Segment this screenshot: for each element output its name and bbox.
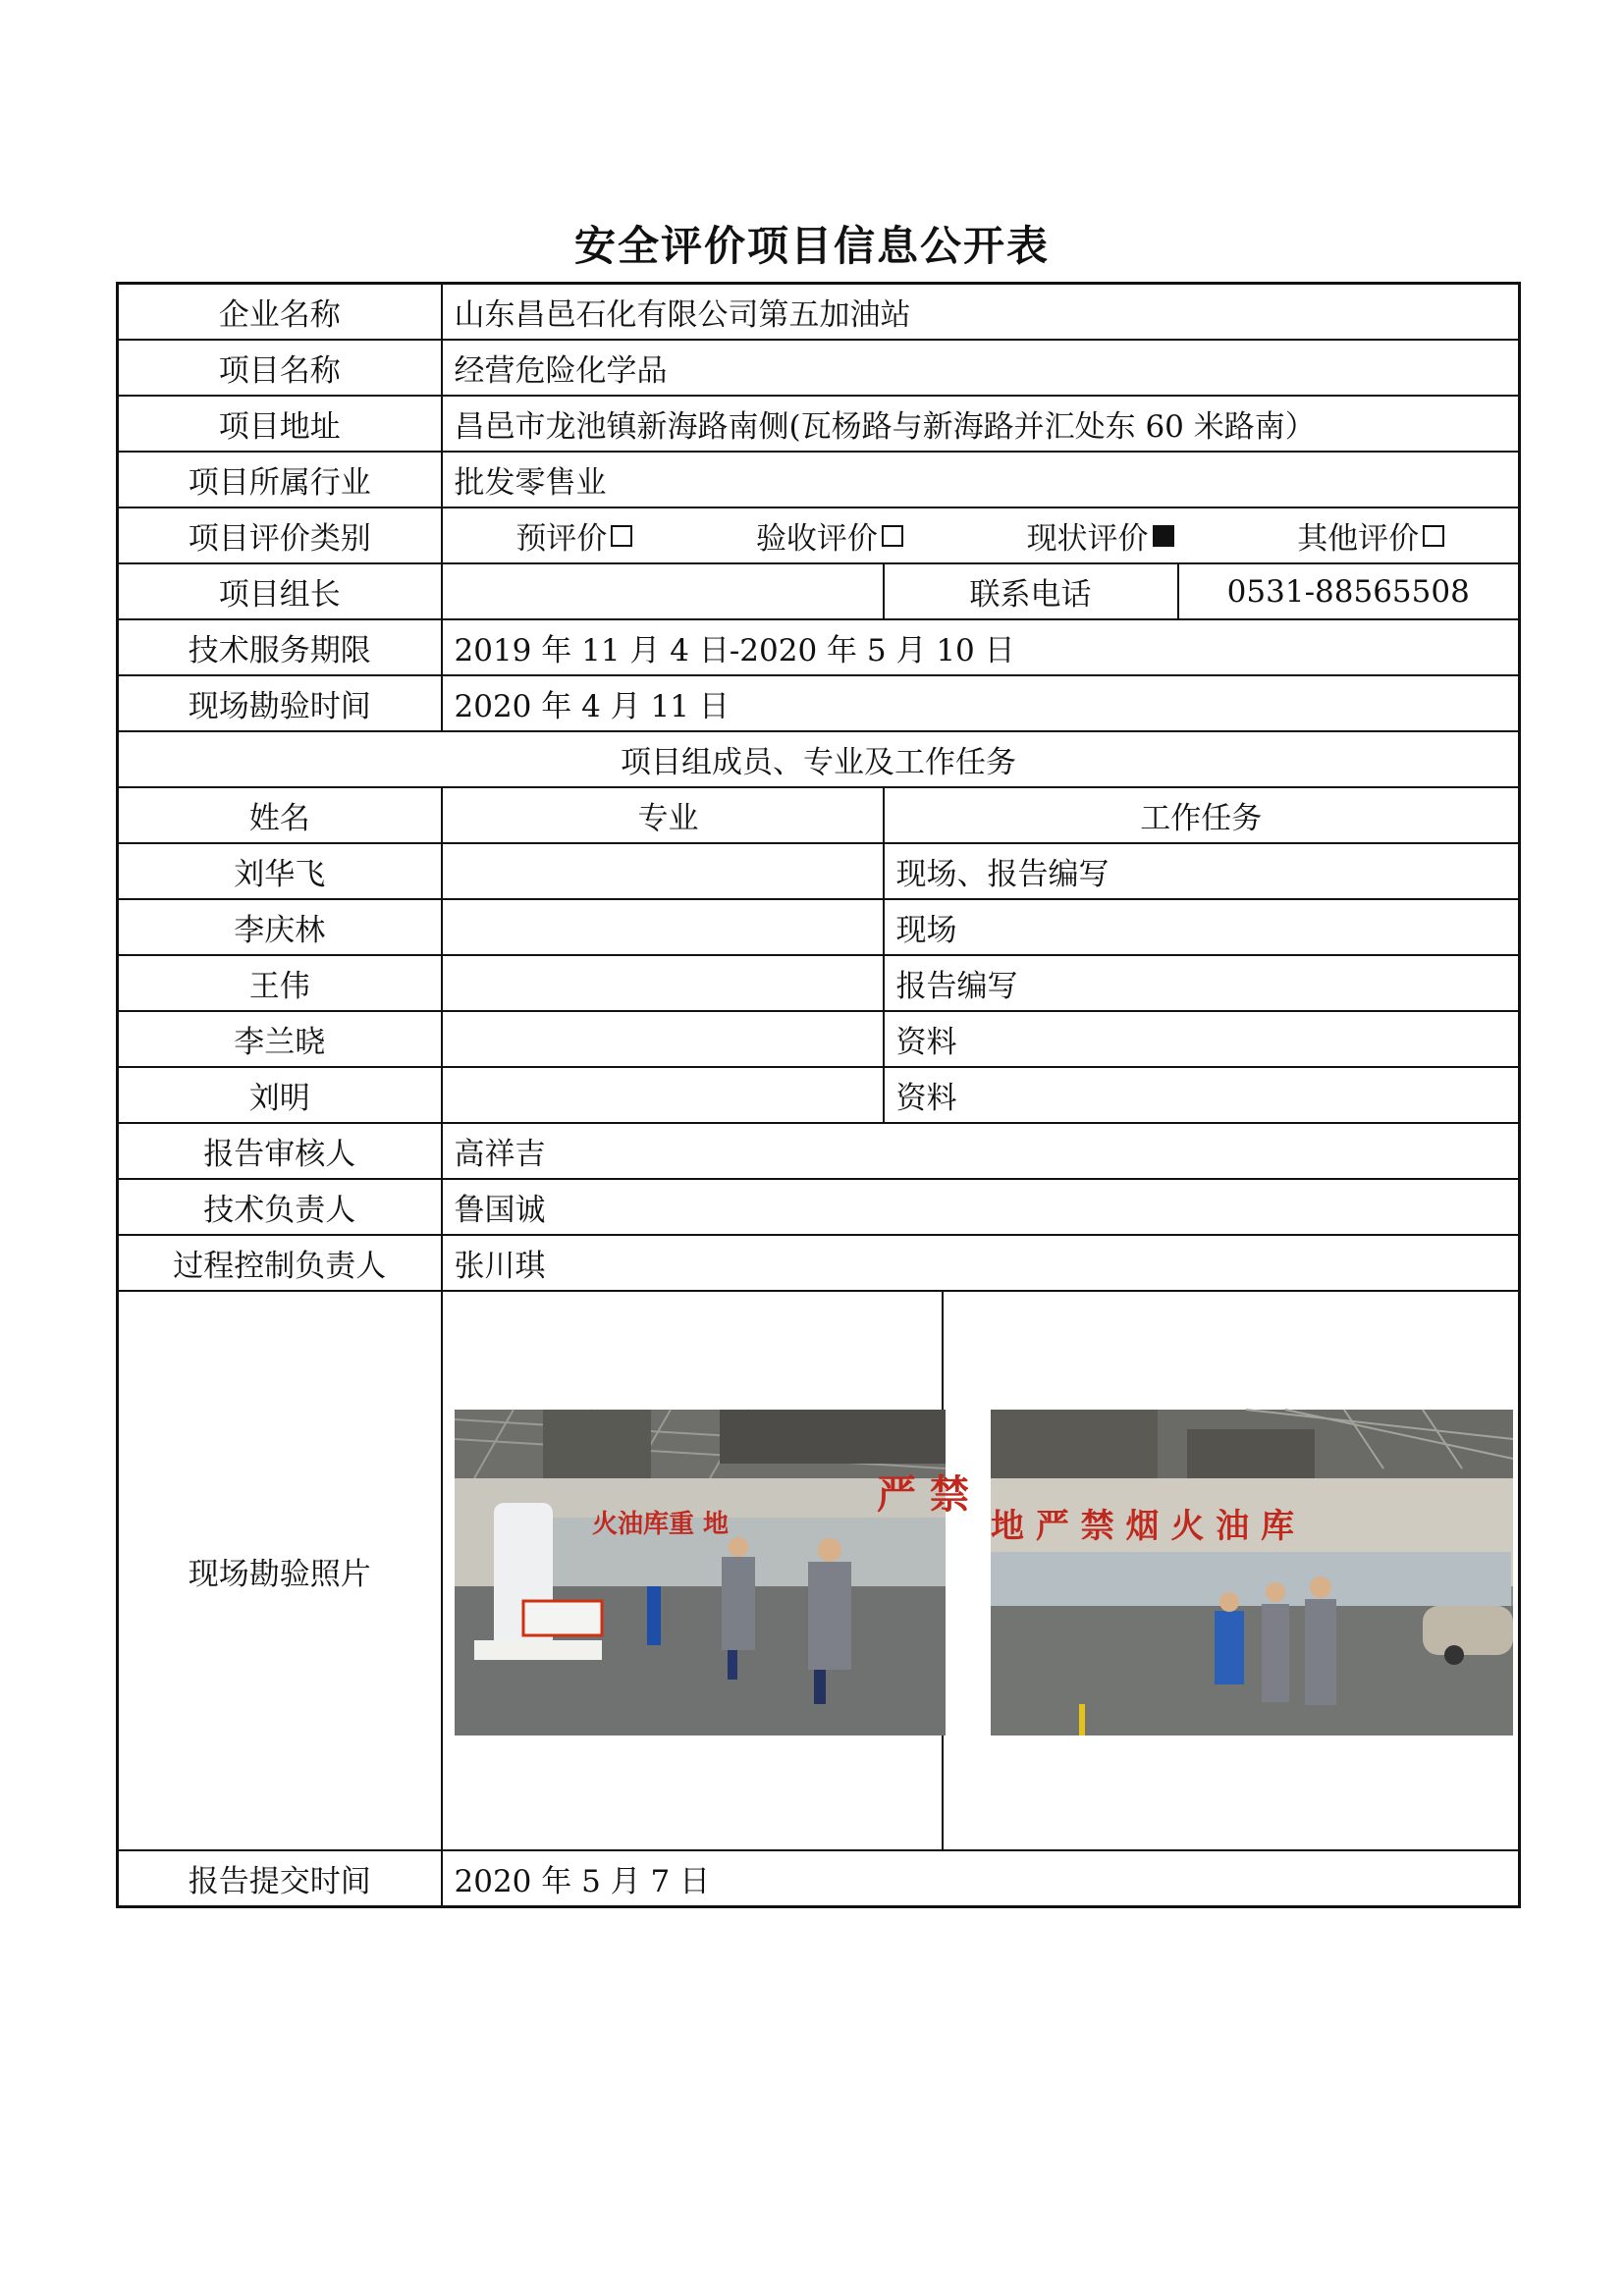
tech-lead-row — [118, 1179, 1520, 1235]
industry-label: 项目所属行业 — [118, 452, 442, 507]
survey-time-row — [118, 675, 1520, 731]
header-major: 专业 — [442, 787, 884, 843]
page-title: 安全评价项目信息公开表 — [573, 222, 1050, 270]
industry-row — [118, 452, 1520, 507]
category-option-pre[interactable]: 预评价 — [515, 513, 632, 558]
site-photo-2 — [991, 1410, 1513, 1735]
member-task: 资料 — [884, 1067, 1520, 1123]
member-row — [118, 955, 1520, 1011]
member-task: 现场、报告编写 — [884, 843, 1520, 899]
project-name-row — [118, 340, 1520, 396]
members-header-row — [118, 787, 1520, 843]
process-lead-value: 张川琪 — [442, 1235, 1520, 1291]
members-heading-row — [118, 731, 1520, 787]
member-major — [442, 843, 884, 899]
member-major — [442, 899, 884, 955]
photo2-sign: 地 严 禁 烟 火 油 库 — [990, 1507, 1294, 1546]
photo1-sign2: 火油库重 地 — [591, 1510, 729, 1539]
member-major — [442, 955, 884, 1011]
phone-value: 0531-88565508 — [1178, 563, 1520, 619]
member-name: 刘华飞 — [118, 843, 442, 899]
company-row — [118, 284, 1520, 341]
checkbox-other[interactable] — [1423, 525, 1444, 547]
members-heading: 项目组成员、专业及工作任务 — [118, 731, 1520, 787]
submit-label: 报告提交时间 — [118, 1850, 442, 1907]
site-photo-1-image — [455, 1410, 969, 1735]
tech-lead-label: 技术负责人 — [118, 1179, 442, 1235]
photo-cell-1 — [442, 1291, 969, 1850]
project-name-label: 项目名称 — [118, 340, 442, 396]
photos-label: 现场勘验照片 — [118, 1291, 442, 1850]
process-lead-label: 过程控制负责人 — [118, 1235, 442, 1291]
address-row — [118, 396, 1520, 452]
leader-value — [442, 563, 884, 619]
period-row — [118, 619, 1520, 675]
submit-value: 2020 年 5 月 7 日 — [442, 1850, 1520, 1907]
site-photo-2-image — [991, 1410, 1513, 1735]
member-name: 王伟 — [118, 955, 442, 1011]
address-label: 项目地址 — [118, 396, 442, 452]
checkbox-status[interactable] — [1153, 525, 1174, 547]
phone-label: 联系电话 — [884, 563, 1178, 619]
member-major — [442, 1011, 884, 1067]
member-name: 李庆林 — [118, 899, 442, 955]
reviewer-row — [118, 1123, 1520, 1179]
category-option-other[interactable]: 其他评价 — [1297, 513, 1444, 558]
member-major — [442, 1067, 884, 1123]
category-row — [118, 507, 1520, 563]
site-photo-1 — [455, 1410, 969, 1735]
tech-lead-value: 鲁国诚 — [442, 1179, 1520, 1235]
address-value: 昌邑市龙池镇新海路南侧(瓦杨路与新海路并汇处东 60 米路南） — [442, 396, 1520, 452]
info-table — [116, 282, 1521, 1908]
member-row — [118, 899, 1520, 955]
survey-time-label: 现场勘验时间 — [118, 675, 442, 731]
reviewer-label: 报告审核人 — [118, 1123, 442, 1179]
member-row — [118, 1011, 1520, 1067]
member-name: 李兰晓 — [118, 1011, 442, 1067]
header-task: 工作任务 — [884, 787, 1520, 843]
member-task: 报告编写 — [884, 955, 1520, 1011]
leader-row — [118, 563, 1520, 619]
member-name: 刘明 — [118, 1067, 442, 1123]
checkbox-acceptance[interactable] — [882, 525, 903, 547]
category-label: 项目评价类别 — [118, 507, 442, 563]
member-task: 现场 — [884, 899, 1520, 955]
project-name-value: 经营危险化学品 — [442, 340, 1520, 396]
process-lead-row — [118, 1235, 1520, 1291]
member-task: 资料 — [884, 1011, 1520, 1067]
company-value: 山东昌邑石化有限公司第五加油站 — [442, 284, 1520, 341]
category-option-status[interactable]: 现状评价 — [1027, 513, 1174, 558]
survey-time-value: 2020 年 4 月 11 日 — [442, 675, 1520, 731]
photo-cell-2 — [943, 1291, 1520, 1850]
submit-row — [118, 1850, 1520, 1907]
company-label: 企业名称 — [118, 284, 442, 341]
category-option-acceptance[interactable]: 验收评价 — [756, 513, 903, 558]
member-row — [118, 843, 1520, 899]
checkbox-pre[interactable] — [611, 525, 632, 547]
period-value: 2019 年 11 月 4 日-2020 年 5 月 10 日 — [442, 619, 1520, 675]
photos-row — [118, 1291, 1520, 1850]
leader-label: 项目组长 — [118, 563, 442, 619]
photo1-sign: 严 禁 — [876, 1472, 969, 1518]
period-label: 技术服务期限 — [118, 619, 442, 675]
reviewer-value: 高祥吉 — [442, 1123, 1520, 1179]
member-row — [118, 1067, 1520, 1123]
industry-value: 批发零售业 — [442, 452, 1520, 507]
header-name: 姓名 — [118, 787, 442, 843]
category-options — [442, 507, 1520, 563]
